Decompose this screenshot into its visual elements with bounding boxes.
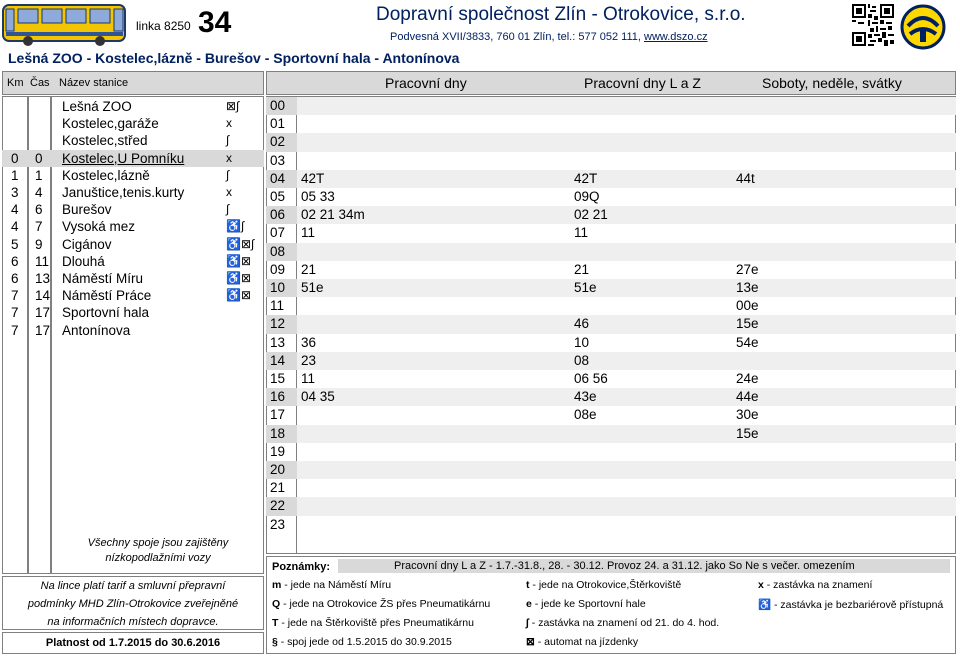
hour-row — [266, 479, 956, 497]
stop-name: Sportovní hala — [62, 305, 150, 321]
hour-cell: 07 — [270, 225, 286, 241]
stop-symbols: x — [226, 116, 232, 131]
line-label: linka 8250 — [136, 19, 191, 33]
weekend-departures: 24e — [736, 371, 759, 386]
hour-row — [266, 406, 956, 424]
hour-cell: 12 — [266, 315, 297, 333]
row-shade — [297, 133, 956, 151]
note-text: - zastávka na znamení od 21. do 4. hod. — [528, 617, 720, 629]
hour-row — [266, 170, 956, 188]
workdays-lz-departures: 08e — [574, 407, 597, 423]
note-text: - jede na Otrokovice ŽS přes Pneumatikárnu — [280, 598, 491, 610]
hour-cell: 08 — [266, 243, 297, 261]
hour-row — [266, 443, 956, 461]
stop-name: Januštice,tenis.kurty — [62, 185, 185, 200]
note-key: § — [272, 636, 278, 648]
weekend-departures: 54e — [736, 334, 759, 350]
hour-cell: 23 — [270, 516, 286, 532]
stop-time: 17 — [35, 322, 51, 338]
hour-row — [266, 334, 956, 352]
stop-symbols: ♿⊠ — [226, 271, 251, 285]
workdays-departures: 36 — [301, 334, 317, 350]
stop-row — [2, 270, 264, 287]
weekend-departures: 44t — [736, 170, 755, 186]
stop-km: 7 — [11, 305, 19, 321]
hour-cell: 21 — [270, 480, 286, 496]
weekend-departures: 15e — [736, 425, 759, 441]
stop-name: Kostelec,garáže — [62, 116, 159, 132]
stop-symbols: ♿⊠ — [226, 253, 251, 268]
stop-row — [2, 236, 264, 253]
note-key: e — [526, 598, 532, 610]
stop-time: 6 — [35, 202, 43, 218]
stop-time: 4 — [35, 185, 43, 200]
note-item — [272, 636, 452, 648]
stop-name-header: Název stanice — [59, 77, 129, 89]
hour-row — [266, 315, 956, 333]
hour-cell: 19 — [270, 443, 286, 459]
weekend-departures: 00e — [736, 298, 759, 314]
tariff-note: Na lince platí tarif a smluvní přepravní podmínky MHD Zlín-Otrokovice zveřejněné na informačních místech dopravce. — [2, 576, 264, 630]
stop-name: Vysoká mez — [62, 219, 136, 235]
stop-name: Kostelec,střed — [62, 133, 148, 149]
note-key: ⊠ — [526, 636, 535, 648]
stop-symbols: ♿⊠∫ — [226, 236, 255, 251]
stop-km: 7 — [11, 288, 19, 304]
stop-table-header — [2, 71, 264, 95]
bus-icon — [2, 2, 128, 46]
workdays-departures: 11 — [301, 371, 316, 386]
row-shade — [297, 352, 956, 370]
route-description: Lešná ZOO - Kostelec,lázně - Burešov - Sportovní hala - Antonínova — [8, 50, 460, 66]
stop-symbols: x — [226, 150, 232, 165]
hour-cell: 14 — [266, 352, 297, 370]
stop-name: Náměstí Míru — [62, 271, 144, 286]
stop-km: 6 — [11, 271, 19, 286]
note-text: - jede ke Sportovní hale — [531, 598, 646, 610]
hour-row — [266, 388, 956, 406]
hour-row — [266, 516, 956, 534]
note-key: T — [272, 617, 279, 629]
stop-name: Kostelec,lázně — [62, 167, 150, 183]
workdays-departures: 21 — [301, 261, 317, 277]
stop-km: 7 — [11, 322, 19, 338]
stop-row — [2, 322, 264, 339]
stop-km: 5 — [11, 236, 19, 252]
row-shade — [297, 497, 956, 515]
hour-row — [266, 461, 956, 479]
hour-cell: 05 — [270, 189, 286, 204]
hour-cell: 01 — [270, 116, 286, 132]
stop-time: 1 — [35, 167, 43, 183]
workdays-lz-departures: 21 — [574, 261, 590, 277]
hour-row — [266, 133, 956, 151]
stop-row — [2, 218, 264, 235]
workdays-lz-departures: 06 56 — [574, 371, 608, 386]
hour-cell: 02 — [266, 133, 297, 151]
stop-name: Dlouhá — [62, 253, 105, 269]
hour-cell: 04 — [266, 170, 297, 188]
stop-symbols: ∫ — [226, 133, 230, 148]
cas-header: Čas — [30, 77, 50, 89]
stop-row — [2, 115, 264, 132]
row-shade — [297, 279, 956, 297]
hour-cell: 17 — [270, 407, 286, 423]
stop-km: 4 — [11, 219, 19, 235]
stop-symbols: ⊠∫ — [226, 99, 240, 113]
weekend-departures: 30e — [736, 407, 759, 423]
hour-cell: 13 — [270, 334, 286, 350]
note-item — [758, 579, 872, 591]
workdays-departures: 51e — [301, 280, 324, 295]
website-link[interactable]: www.dszo.cz — [644, 31, 708, 43]
line-number: 34 — [198, 6, 232, 39]
workdays-departures: 02 21 34m — [301, 207, 365, 223]
stop-symbols: ∫ — [226, 202, 230, 217]
dszo-logo-icon — [900, 4, 946, 50]
stop-row — [2, 150, 264, 167]
workdays-lz-departures: 46 — [574, 316, 590, 332]
note-key: ∫ — [526, 617, 529, 629]
stop-time: 9 — [35, 236, 43, 252]
stop-row — [2, 98, 264, 115]
weekend-departures: 27e — [736, 261, 759, 277]
row-shade — [297, 243, 956, 261]
stop-row — [2, 287, 264, 304]
hour-row — [266, 243, 956, 261]
note-key: t — [526, 579, 530, 591]
qr-code-icon — [852, 4, 894, 46]
hour-cell: 16 — [266, 388, 297, 406]
hour-row — [266, 425, 956, 443]
stop-row — [2, 253, 264, 270]
hour-cell: 10 — [266, 279, 297, 297]
hour-cell: 15 — [270, 371, 286, 386]
row-shade — [297, 425, 956, 443]
stop-km: 1 — [11, 167, 19, 183]
stop-symbols: ∫ — [226, 167, 230, 182]
note-item — [272, 579, 391, 591]
stop-name: Burešov — [62, 202, 112, 218]
hour-row — [266, 224, 956, 242]
row-shade — [297, 315, 956, 333]
workdays-lz-departures: 08 — [574, 352, 590, 368]
note-text: - zastávka je bezbariérově přístupná — [771, 599, 944, 611]
hour-cell: 00 — [266, 97, 297, 115]
workdays-lz-departures: 43e — [574, 389, 597, 405]
hour-cell: 06 — [266, 206, 297, 224]
note-key: m — [272, 579, 282, 591]
note-text: - jede na Náměstí Míru — [281, 579, 392, 591]
row-shade — [297, 170, 956, 188]
stop-time: 7 — [35, 219, 43, 235]
hour-cell: 03 — [270, 152, 286, 168]
stop-name: Cigánov — [62, 236, 112, 252]
note-item — [272, 617, 474, 629]
weekend-departures: 15e — [736, 316, 759, 332]
note-text: - jede na Otrokovice,Štěrkoviště — [529, 579, 682, 591]
note-item — [758, 598, 943, 611]
hour-row — [266, 352, 956, 370]
weekend-header: Soboty, neděle, svátky — [762, 75, 902, 91]
notes-title: Poznámky: — [272, 561, 331, 573]
stop-name: Kostelec,U Pomníku — [62, 150, 185, 166]
hour-cell: 11 — [270, 298, 285, 314]
stop-row — [2, 304, 264, 321]
workdays-lz-departures: 11 — [574, 225, 589, 241]
stop-name: Lešná ZOO — [62, 99, 132, 114]
note-item — [272, 598, 490, 610]
stop-row — [2, 201, 264, 218]
stop-symbols: ♿⊠ — [226, 288, 251, 303]
workdays-lz-departures: 10 — [574, 334, 590, 350]
hour-row — [266, 261, 956, 279]
stop-row — [2, 167, 264, 184]
stop-symbols: x — [226, 185, 232, 199]
stop-time: 13 — [35, 271, 51, 286]
lowfloor-note: Všechny spoje jsou zajištěny nízkopodlažními vozy — [87, 537, 229, 564]
row-shade — [297, 461, 956, 479]
note-item — [526, 598, 646, 610]
workdays-lz-departures: 02 21 — [574, 207, 608, 223]
note-text: - spoj jede od 1.5.2015 do 30.9.2015 — [277, 636, 452, 648]
stop-km: 3 — [11, 185, 19, 200]
note-text: - zastávka na znamení — [763, 579, 873, 591]
stop-row — [2, 184, 264, 201]
row-shade — [297, 97, 956, 115]
weekend-departures: 44e — [736, 389, 759, 405]
company-name: Dopravní společnost Zlín - Otrokovice, s.r.o. — [376, 4, 746, 25]
note-text: - automat na jízdenky — [534, 636, 639, 648]
row-shade — [297, 206, 956, 224]
hour-row — [266, 188, 956, 206]
workdays-departures: 11 — [301, 225, 316, 241]
stop-list — [2, 98, 264, 358]
note-item — [526, 636, 638, 648]
hour-cell: 20 — [266, 461, 297, 479]
note-item — [526, 579, 681, 591]
stop-time: 17 — [35, 305, 51, 321]
workdays-lz-departures: 09Q — [574, 189, 600, 204]
stop-time: 14 — [35, 288, 51, 304]
hour-cell: 18 — [266, 425, 297, 443]
hour-row — [266, 279, 956, 297]
hour-row — [266, 152, 956, 170]
note-key: Q — [272, 598, 281, 610]
note-key: x — [758, 579, 764, 591]
notes-banner: Pracovní dny L a Z - 1.7.-31.8., 28. - 30.12. Provoz 24. a 31.12. jako So Ne s večer. omezením — [338, 559, 950, 573]
hour-row — [266, 297, 956, 315]
validity-period: Platnost od 1.7.2015 do 30.6.2016 — [2, 632, 264, 654]
workdays-lz-departures: 51e — [574, 280, 597, 295]
hour-cell: 22 — [266, 497, 297, 515]
weekend-departures: 13e — [736, 280, 759, 295]
hour-row — [266, 497, 956, 515]
stop-name: Náměstí Práce — [62, 288, 152, 304]
workdays-departures: 05 33 — [301, 189, 335, 204]
stop-time: 0 — [35, 150, 43, 166]
timetable-header — [266, 71, 956, 95]
workdays-header: Pracovní dny — [385, 75, 467, 91]
note-item — [526, 617, 719, 629]
stop-km: 4 — [11, 202, 19, 218]
km-header: Km — [7, 77, 24, 89]
hour-cell: 09 — [270, 261, 286, 277]
stop-symbols: ♿∫ — [226, 219, 245, 234]
stop-row — [2, 132, 264, 149]
workdays-lz-departures: 42T — [574, 170, 598, 186]
stop-km: 6 — [11, 253, 19, 269]
stop-time: 11 — [35, 253, 50, 269]
workdays-departures: 42T — [301, 170, 325, 186]
stop-name: Antonínova — [62, 322, 131, 338]
hour-row — [266, 370, 956, 388]
hour-row — [266, 97, 956, 115]
row-shade — [297, 388, 956, 406]
stop-km: 0 — [11, 150, 19, 166]
workdays-departures: 23 — [301, 352, 317, 368]
hour-row — [266, 115, 956, 133]
company-address: Podvesná XVII/3833, 760 01 Zlín, tel.: 577 052 111, www.dszo.cz — [390, 31, 708, 43]
workdays-lz-header: Pracovní dny L a Z — [584, 75, 701, 91]
hour-row — [266, 206, 956, 224]
note-key: ♿ — [758, 599, 772, 611]
note-text: - jede na Štěrkoviště přes Pneumatikárnu — [278, 617, 474, 629]
workdays-departures: 04 35 — [301, 389, 335, 405]
